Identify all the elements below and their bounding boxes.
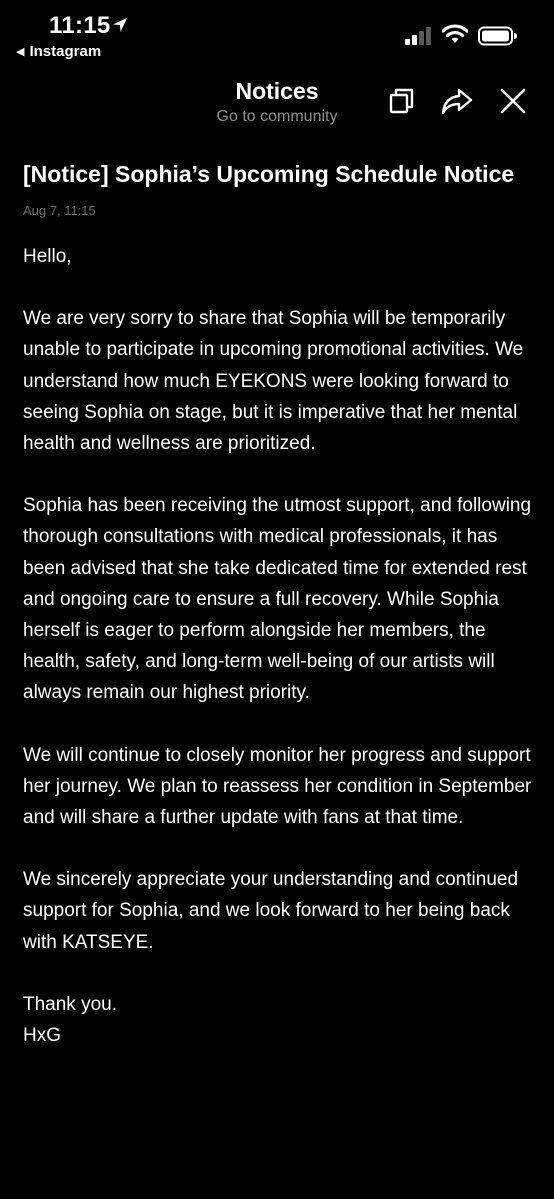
location-arrow-icon [110,15,130,35]
copy-icon [387,86,417,116]
back-triangle-icon: ◀ [16,46,25,58]
status-time: 11:15 [49,12,111,39]
page-title: Notices [235,78,319,104]
body-paragraph: Sophia has been receiving the utmost support, and following thorough consultations with medical professionals, it has been advised that she take dedicated time for extended rest and ongoing care to ensure a full recovery. While Sophia herself is eager to perform alongside her members, the health, safety, and long-term well-being of our artists will always remain our highest priority. [23,495,532,704]
signature-text: HxG [23,1025,61,1047]
status-bar [0,0,554,68]
greeting-text: Hello, [23,246,72,267]
share-button[interactable] [440,84,474,118]
wifi-icon [442,24,468,44]
post-date: Aug 7, 11:15 [23,203,96,218]
go-to-community-link[interactable]: Go to community [216,108,338,125]
closing-text: Thank you. [23,993,117,1015]
body-paragraph: We will continue to closely monitor her progress and support her journey. We plan to reassess her condition in September and will share a further update with fans at that time. [23,744,532,829]
cellular-signal-icon [405,27,433,45]
body-paragraph: We sincerely appreciate your understanding and continued support for Sophia, and we look forward to her being back with KATSEYE. [23,869,519,953]
close-button[interactable] [496,84,530,118]
back-app-label: Instagram [29,43,102,60]
notice-body [23,241,538,1051]
copy-button[interactable] [385,84,419,118]
notice-article [23,158,538,1051]
notice-title: [Notice] Sophia’s Upcoming Schedule Notice [23,161,515,187]
back-to-app-button[interactable] [16,43,101,60]
close-icon [499,87,527,115]
body-paragraph: We are very sorry to share that Sophia will be temporarily unable to participate in upcoming promotional activities. We understand how much EYEKONS were looking forward to seeing Sophia on stage, but it is imperative that her mental health and wellness are prioritized. [23,308,524,455]
battery-icon [478,26,518,46]
share-arrow-icon [441,86,473,116]
